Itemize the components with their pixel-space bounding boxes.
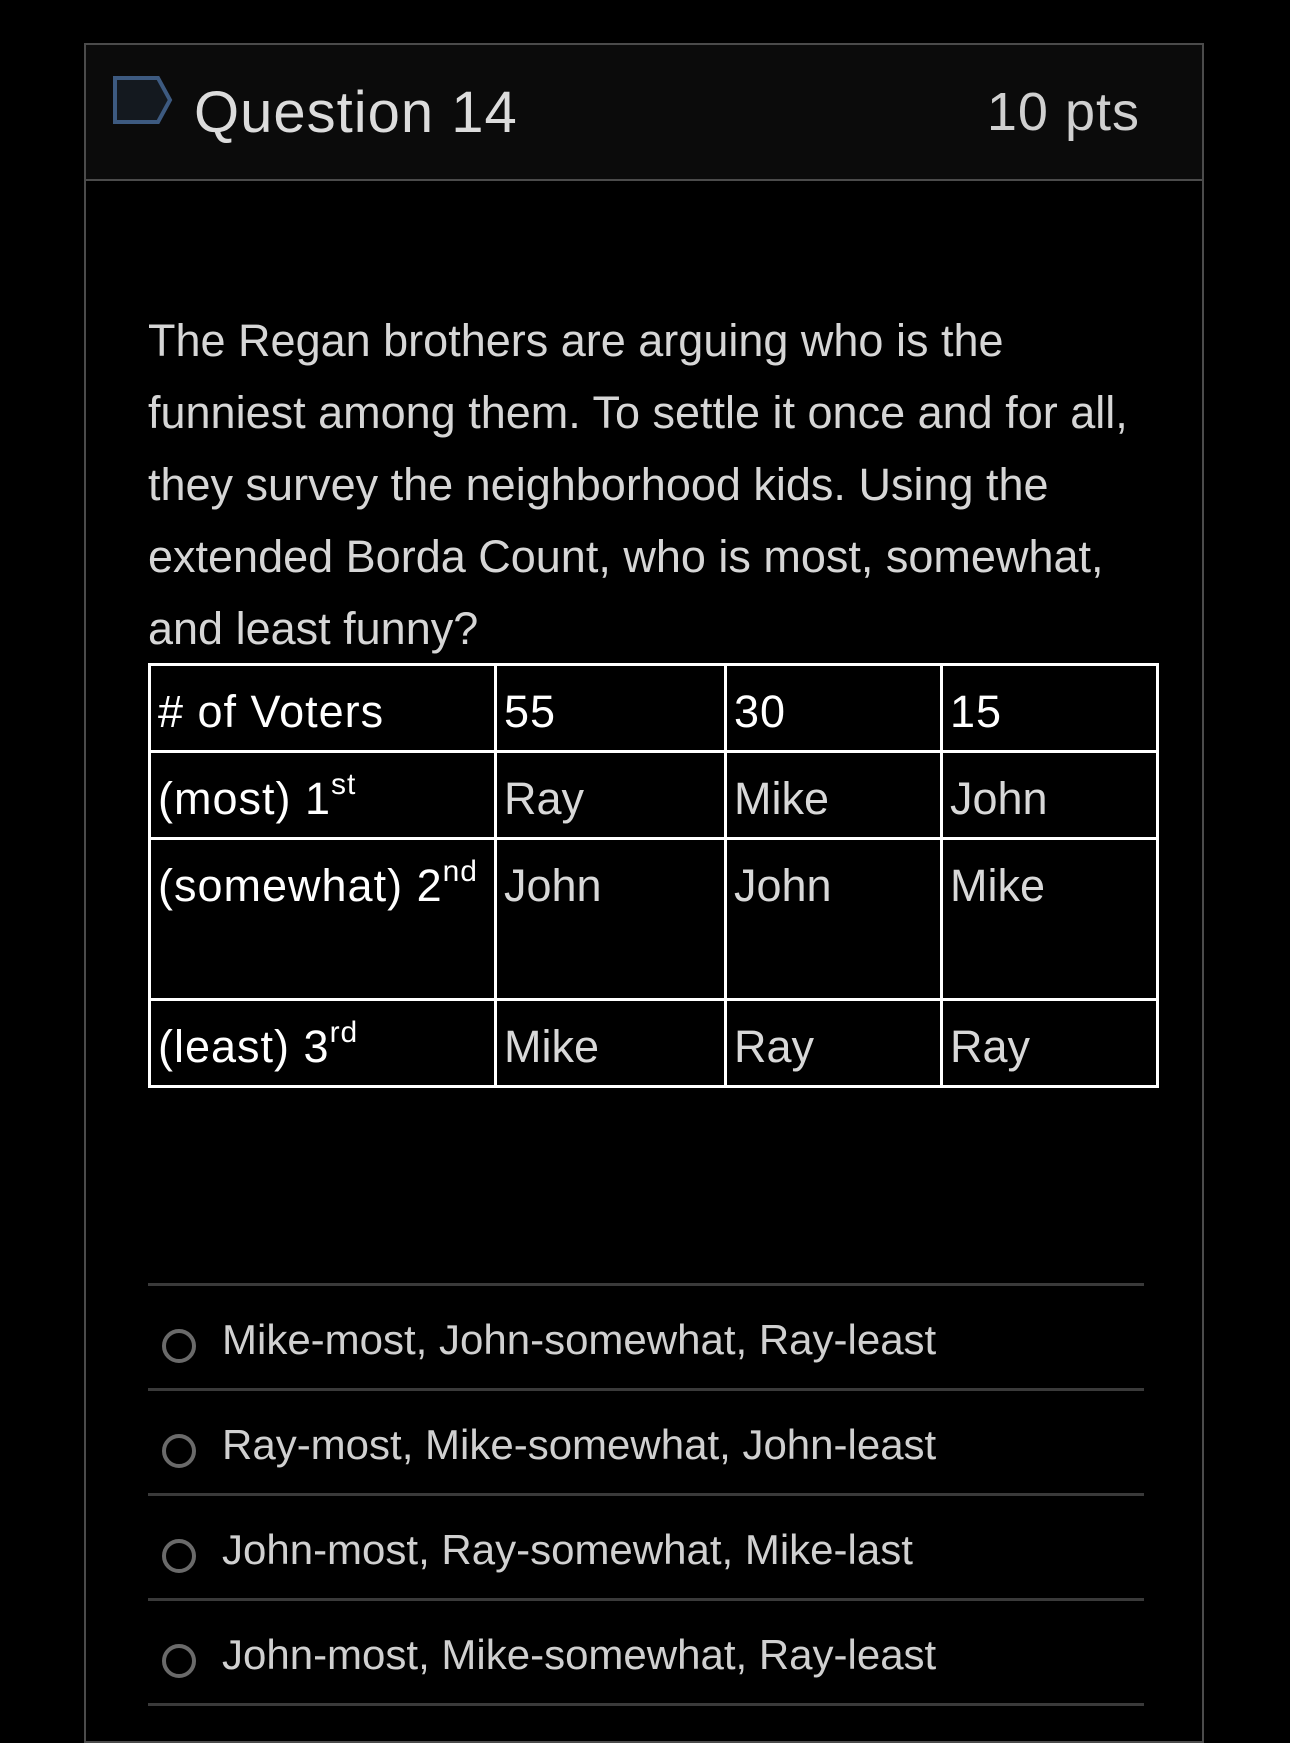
- candidate-cell: Ray: [726, 1000, 942, 1087]
- table-row: [150, 1000, 1158, 1087]
- answer-option[interactable]: [148, 1286, 1144, 1391]
- rank-label: (most) 1: [158, 773, 332, 824]
- candidate-cell: Mike: [726, 752, 942, 839]
- answer-options-list: [148, 1283, 1144, 1706]
- candidate-cell: Mike: [942, 839, 1158, 1000]
- answer-option[interactable]: [148, 1391, 1144, 1496]
- candidate-cell: John: [942, 752, 1158, 839]
- table-header-row: [150, 665, 1158, 752]
- rank-ordinal-suffix: nd: [442, 855, 478, 888]
- voter-count-cell: 30: [726, 665, 942, 752]
- radio-icon[interactable]: [162, 1539, 196, 1573]
- answer-label[interactable]: John-most, Ray-somewhat, Mike-last: [222, 1526, 913, 1573]
- question-points: 10 pts: [986, 82, 1140, 142]
- answer-label[interactable]: John-most, Mike-somewhat, Ray-least: [222, 1631, 937, 1678]
- voter-count-cell: 55: [496, 665, 726, 752]
- question-text: The Regan brothers are arguing who is the funniest among them. To settle it once and for all, they survey the neighborhood kids. Using the extended Borda Count, who is most, somewhat, and least funny?: [148, 315, 1128, 654]
- answer-label[interactable]: Mike-most, John-somewhat, Ray-least: [222, 1316, 937, 1363]
- question-title: Question 14: [194, 80, 518, 145]
- question-header: [86, 45, 1202, 181]
- table-row: [150, 839, 1158, 1000]
- radio-icon[interactable]: [162, 1434, 196, 1468]
- answer-label[interactable]: Ray-most, Mike-somewhat, John-least: [222, 1421, 937, 1468]
- rank-ordinal-suffix: rd: [329, 1016, 359, 1049]
- rank-ordinal-suffix: st: [331, 768, 357, 801]
- candidate-cell: Ray: [496, 752, 726, 839]
- answer-option[interactable]: [148, 1601, 1144, 1706]
- voter-count-cell: 15: [942, 665, 1158, 752]
- table-row: [150, 752, 1158, 839]
- voters-label-cell: # of Voters: [150, 665, 496, 752]
- rank-label: (least) 3: [158, 1021, 330, 1072]
- candidate-cell: Mike: [496, 1000, 726, 1087]
- question-card: [84, 43, 1204, 1743]
- candidate-cell: John: [496, 839, 726, 1000]
- candidate-cell: Ray: [942, 1000, 1158, 1087]
- radio-icon[interactable]: [162, 1644, 196, 1678]
- flag-icon[interactable]: [112, 75, 174, 125]
- answer-option[interactable]: [148, 1496, 1144, 1601]
- rank-label: (somewhat) 2: [158, 860, 443, 911]
- radio-icon[interactable]: [162, 1329, 196, 1363]
- candidate-cell: John: [726, 839, 942, 1000]
- voter-preference-table: [148, 663, 1159, 1088]
- rank-label-cell: [150, 752, 496, 839]
- rank-label-cell: [150, 839, 496, 1000]
- rank-label-cell: [150, 1000, 496, 1087]
